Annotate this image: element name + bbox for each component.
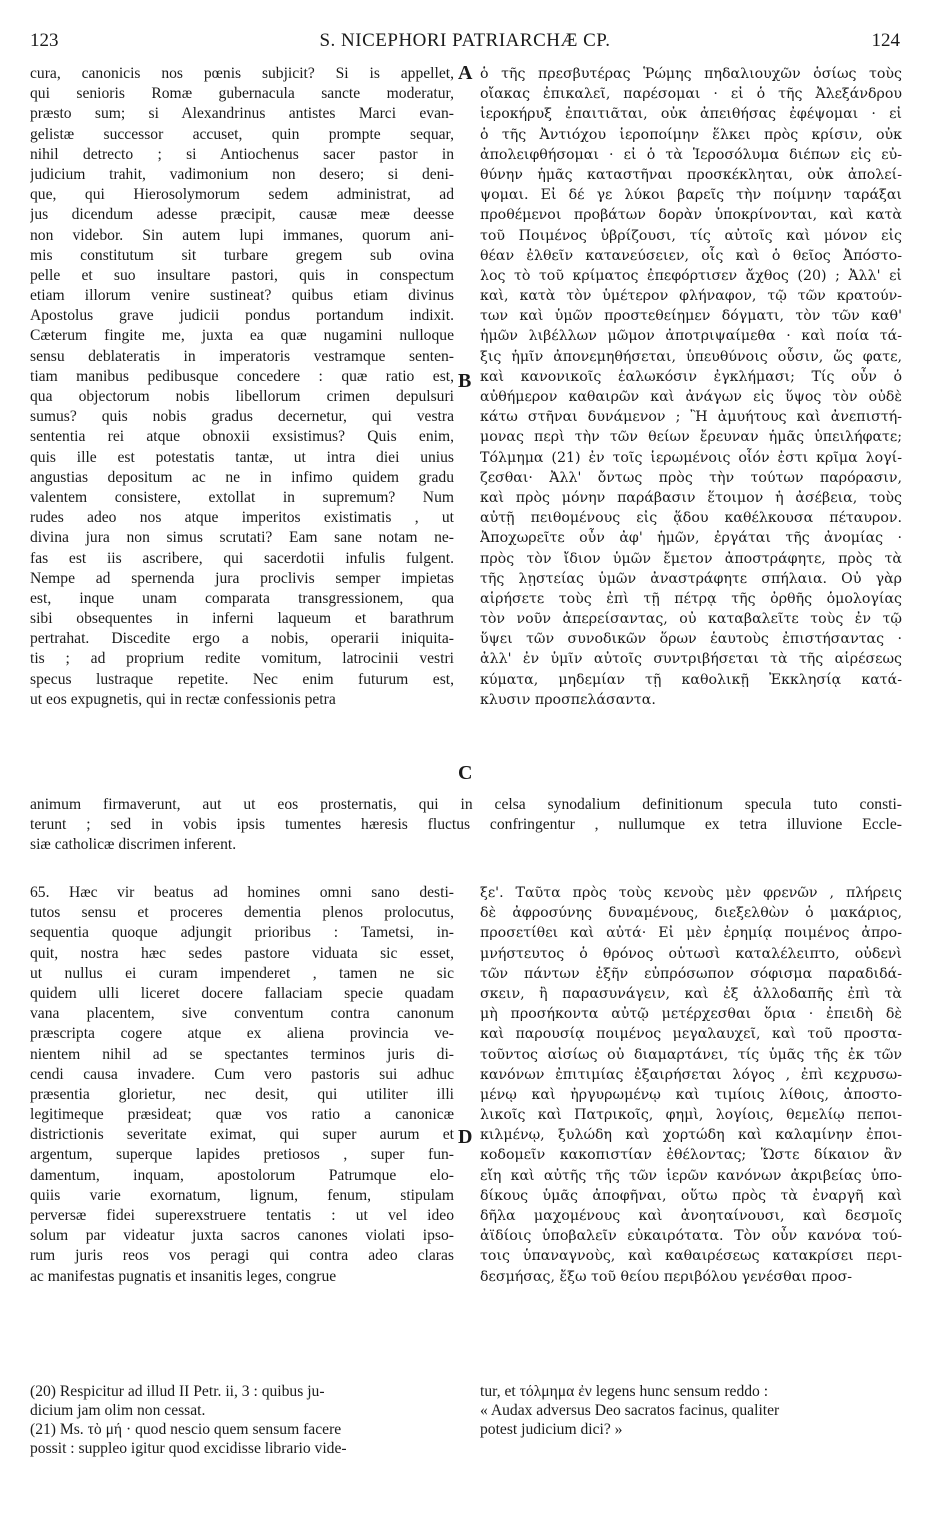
text-line: dicium jam olim non cessat. bbox=[30, 1402, 206, 1419]
text-line: προσετίθει καὶ αὐτά· Εἰ μὲν ἐρημίᾳ ποιμένος ἀπρο- bbox=[480, 925, 902, 942]
text-line: τὸν νοῦν ἀπερείσαντας, οὐ καταβαλεῖτε τοὺς ἐν τῷ bbox=[480, 611, 902, 628]
text-line: κάτω στῆναι δυνάμενον ; Ἢ ἀμυήτους καὶ ἀνεπιστή- bbox=[480, 409, 902, 426]
text-line: θέαν ἐλθεῖν κατανεύσειεν, οἷς καὶ ὁ θεῖος Ἀπόστο- bbox=[480, 247, 902, 264]
text-line: τῶν πάντων ἐξῆν εὐπρόσωπον σόφισμα παραδιδά- bbox=[480, 965, 902, 982]
text-line: τοῦντος αἰσίως οὐ διαμαρτάνει, τίς ὑμᾶς τῆς ἐκ τῶν bbox=[480, 1046, 902, 1063]
text-line: τῆς λῃστείας ὑμῶν ἀναστράφητε σπήλαια. Οὐ γὰρ bbox=[480, 570, 902, 587]
text-line: Cæterum fingite me, juxta ea quæ nugamini nulloque bbox=[30, 327, 454, 345]
page-number-left: 123 bbox=[30, 30, 59, 51]
text-line: 65. Hæc vir beatus ad homines omni sano desti- bbox=[30, 884, 454, 901]
text-line: ὁ τῆς πρεσβυτέρας Ῥώμης πηδαλιουχῶν ὁσίως τοὺς bbox=[480, 66, 902, 82]
text-line: αἱρήσετε τοὺς ἐπὶ τῇ πέτρᾳ τῆς ὀρθῆς ὁμολογίας bbox=[480, 590, 902, 607]
text-line: sibi obsequentes in inferni laqueum et barathrum bbox=[30, 610, 454, 628]
text-line: λικοῖς καὶ Πατρικοῖς, φημὶ, λογίοις, θεμελίῳ πεποι- bbox=[480, 1107, 902, 1124]
text-line: fas est iis ascribere, qui sacerdotii infulis fulgent. bbox=[30, 549, 454, 567]
text-line: cendi causa invadere. Cum vero pastoris sui adhuc bbox=[30, 1065, 454, 1083]
text-line: μονας περὶ τὴν τῶν θείων ἔρευναν ἡμᾶς ὑπειλήφατε; bbox=[480, 429, 902, 446]
text-line: (20) Respicitur ad illud II Petr. ii, 3 : quibus ju- bbox=[30, 1383, 325, 1400]
footnotes-right bbox=[480, 1382, 902, 1439]
text-line: qui senioris Romæ gubernacula sancte moderatur, bbox=[30, 85, 454, 103]
text-line: Ἀποχωρεῖτε οὖν ἀφ' ἡμῶν, ἐργάται τῆς ἀνομίας · bbox=[480, 530, 902, 547]
text-line: δῆλα μαχομένους καὶ ἀνοηταίνουσι, καὶ δεσμοῖς bbox=[480, 1208, 902, 1224]
text-line: est, inque unam comparata transgressionem, qua bbox=[30, 589, 454, 607]
text-line: quis ille est potestatis tantæ, ut intra diei unius bbox=[30, 448, 454, 466]
page-header bbox=[30, 30, 900, 60]
text-line: καὶ, κατὰ τὸν ὑμέτερον φλήναφον, τῷ τῶν κρατούν- bbox=[480, 288, 902, 305]
text-line: δεσμήσας, ἔξω τοῦ θείου περιβόλου γενέσθαι προσ- bbox=[480, 1268, 853, 1285]
text-line: ὁ τῆς Ἀντιόχου ἱεροποίμην ἕλκει πρὸς κρίσιν, οὐκ bbox=[480, 126, 902, 143]
spanning-text bbox=[30, 795, 902, 856]
text-line: Τόλμημα (21) ἐν τοῖς ἱερωμένοις οἷόν ἐστι κρῖμα λογί- bbox=[480, 449, 902, 466]
section-marker-a: A bbox=[458, 62, 473, 84]
text-line: των καὶ ὑμῶν προστεθείημεν δόγματι, τὸν τῶν καθ' bbox=[480, 308, 902, 325]
text-line: angustias depositum ac ne in infimo quidem gradu bbox=[30, 468, 454, 486]
text-line: non videbor. Sin autem lupi immanes, quorum ani- bbox=[30, 226, 454, 244]
text-line: mis constitutum sit turbare gregem sub ovina bbox=[30, 246, 454, 264]
text-line: sumus? quis nobis gradus decernetur, qui vestra bbox=[30, 408, 454, 426]
text-line: κιλμένῳ, ξυλώδη καὶ χορτώδη καὶ καλαμίνην ἐποι- bbox=[480, 1127, 902, 1144]
text-line: sequentia quoque adjungit prioribus : Tametsi, in- bbox=[30, 924, 454, 942]
text-line: ἱεροκήρυξ ἐπαιτιᾶται, οὐκ ἀπειθήσας ἐφέψομαι · εἰ bbox=[480, 106, 902, 123]
text-line: argentum, superque lapides pretiosos , super fun- bbox=[30, 1146, 454, 1164]
text-line: ἡμῶν λιβέλλων μῶμον ἀποτριψαίμεθα · καὶ ποία τά- bbox=[480, 328, 902, 345]
text-line: que, qui Hierosolymorum sedem administrat, ad bbox=[30, 186, 454, 204]
text-line: valentem consistere, extollat in supremum? Num bbox=[30, 488, 454, 506]
text-line: tutos sensu et proceres dementia plenos prolocutus, bbox=[30, 904, 454, 922]
text-line: terunt ; sed in vobis ipsis tumentes hæresis fluctus confringentur , nullumque ex tetra illuvione Eccle- bbox=[30, 816, 902, 834]
text-line: jus dicendum adesse præcipit, causæ meæ deesse bbox=[30, 206, 454, 224]
text-line: καὶ κανονικοῖς ἑαλωκόσιν ἐγκλήμασι; Τίς οὖν ὁ bbox=[480, 368, 902, 385]
greek-column-top bbox=[480, 64, 902, 710]
text-line: μνήστευτος ὁ θρόνος οὑτωσὶ καταλέλειπτο, οὐδενὶ bbox=[480, 945, 902, 962]
text-line: judicium trahit, vadimonium non desero; si deni- bbox=[30, 165, 454, 183]
text-line: vana placentem, sive conventum contra canonum bbox=[30, 1005, 454, 1023]
text-line: ut eos expugnetis, qui in rectæ confessionis petra bbox=[30, 690, 336, 708]
text-line: animum firmaverunt, aut ut eos prosternatis, qui in celsa synodalium definitionum specula tuto consti- bbox=[30, 796, 902, 813]
text-line: σκειν, ἢ παρασυνάγειν, καὶ ἐξ ἀλλοδαπῆς ἐπὶ τὰ bbox=[480, 985, 902, 1002]
text-line: tiam manibus pedibusque concedere : quæ ratio est, bbox=[30, 367, 454, 385]
text-line: præscripta cogere atque ex aliena provincia ve- bbox=[30, 1025, 454, 1043]
text-line: pertrahat. Discedite ergo a nobis, operarii iniquita- bbox=[30, 630, 454, 648]
text-line: nientem nihil ad se spectantes terminos juris di- bbox=[30, 1045, 454, 1063]
text-line: ac manifestas pugnatis et insanitis leges, congrue bbox=[30, 1267, 337, 1285]
text-line: quidem ulli liceret docere fallaciam specie quadam bbox=[30, 984, 454, 1002]
text-line: damentum, inquam, apostolorum Patrumque elo- bbox=[30, 1166, 454, 1184]
text-line: κύματα, μηδεμίαν τῇ καθολικῇ Ἐκκλησίᾳ κατά- bbox=[480, 671, 902, 688]
text-line: εἴη καὶ αὐτῆς τῆς τῶν ἱερῶν κανόνων ἀκριβείας ὑπο- bbox=[480, 1167, 902, 1184]
text-line: κανόνων ἐπιτιμίας ἐξαιρήσεται λόγος , ἐπὶ κεχρυσω- bbox=[480, 1066, 902, 1083]
text-line: αὐθήμερον καθαιρῶν καὶ ἀνάγων εἰς ὕψος τὸν οὐδὲ bbox=[480, 389, 902, 405]
text-line: μένῳ καὶ ἠργυρωμένῳ καὶ τιμίοις λίθοις, ἀποστο- bbox=[480, 1086, 902, 1103]
footnotes-left bbox=[30, 1382, 462, 1458]
latin-column-top bbox=[30, 64, 454, 710]
text-line: specus lustraque repetite. Nec enim futurum est, bbox=[30, 670, 454, 688]
latin-column-bottom bbox=[30, 883, 454, 1287]
text-line: μὴ προσήκοντα αὐτῷ μετέρχεσθαι ὅρια · ἐπειδὴ δὲ bbox=[480, 1006, 902, 1023]
text-line: ξις ἡμῖν ἀπονεμηθήσεται, ὑπευθύνοις οὖσιν, ὥς φατε, bbox=[480, 348, 902, 365]
text-line: qua objectorum nobis libellorum crimen depulsuri bbox=[30, 388, 454, 405]
text-line: sensu deblateratis in imperatoris vestramque senten- bbox=[30, 347, 454, 365]
page-number-right: 124 bbox=[871, 30, 900, 51]
text-line: καὶ πρὸς μόνην παράβασιν ἕτοιμον ἡ ἀσέβεια, τοὺς bbox=[480, 489, 902, 506]
section-marker-c: C bbox=[458, 762, 473, 784]
text-line: ξε'. Ταῦτα πρὸς τοὺς κενοὺς μὲν φρενῶν , πλήρεις bbox=[480, 885, 902, 901]
text-line: ψομαι. Εἰ δέ γε λύκοι βαρεῖς τὴν ποίμνην ταράξαι bbox=[480, 187, 902, 204]
text-line: præsentia glorietur, nec desit, qui utiliter illi bbox=[30, 1085, 454, 1103]
text-line: perversæ fidei superexstruere tentatis : ut vel ideo bbox=[30, 1207, 454, 1224]
text-line: αὐτῇ πειθομένους εἰς ᾅδου καθέλκουσα πέταυρον. bbox=[480, 510, 902, 527]
text-line: πρὸς τὸν ἴδιον ὑμῶν ἔμετον ἀποστράφητε, πρὸς τὰ bbox=[480, 550, 902, 567]
text-line: οἴακας ἐπικαλεῖ, παρέσομαι · εἰ ὁ τῆς Ἀλεξάνδρου bbox=[480, 86, 902, 103]
text-line: κοδομεῖν κακοπιστίαν ἐθέλοντας; Ὥστε δίκαιον ἂν bbox=[480, 1147, 902, 1164]
text-line: quit, nostra hæc sedes pastore viduata sic esset, bbox=[30, 944, 454, 962]
text-line: divina jura non simus scrutati? Eam sane notam ne- bbox=[30, 529, 454, 547]
text-line: δίκους ὑμᾶς ἀποφῆναι, οὕτω πρὸς τὰ ἐναργῆ καὶ bbox=[480, 1187, 902, 1204]
text-line: possit : suppleo igitur quod excidisse librario vide- bbox=[30, 1440, 347, 1457]
text-line: præsto sum; si Alexandrinus antistes Marci evan- bbox=[30, 105, 454, 123]
text-line: pelle et suo insultare pastori, quis in conspectum bbox=[30, 266, 454, 284]
text-line: ὕψει τῶν συνοδικῶν ὅρων ἑαυτοὺς ἐπιστήσαντας · bbox=[480, 631, 902, 648]
text-line: solum par videatur juxta sacros canones violati ipso- bbox=[30, 1227, 454, 1245]
text-line: etiam illorum venire sustineat? quibus etiam divinus bbox=[30, 287, 454, 305]
text-line: τοῦ Ποιμένος ὑβρίζουσι, τίς αὐτοῖς καὶ μόνον εἰς bbox=[480, 227, 902, 244]
text-line: δὲ ἀφροσύνης δυναμένους, διεξελθὼν ὁ μακάριος, bbox=[480, 905, 902, 922]
text-line: tis ; ad proprium redite vomitum, latrocinii vestri bbox=[30, 650, 454, 668]
text-line: τοις ὑπαναγνοὺς, καὶ καθαιρέσεως κατακρίσει περι- bbox=[480, 1248, 902, 1265]
text-line: nihil detrecto ; si Antiochenus sacer pastor in bbox=[30, 145, 454, 163]
text-line: ut nullus ei curam impenderet , tamen ne sic bbox=[30, 964, 454, 982]
text-line: districtionis severitate eximat, qui super aurum et bbox=[30, 1126, 454, 1144]
text-line: θύνην ἡμᾶς καταστῆναι προσκέκληται, οὐκ ἀπολεί- bbox=[480, 166, 902, 183]
text-line: siæ catholicæ discrimen inferent. bbox=[30, 836, 237, 854]
text-line: ζεσθαι· Ἀλλ' ὄντως πρὸς τὴν τούτων παρόρασιν, bbox=[480, 469, 902, 486]
text-line: λος τὸ τοῦ κρίματος ἐπεφόρτισεν ἄχθος (20) ; Ἀλλ' εἰ bbox=[480, 267, 902, 284]
text-line: Nempe ad spernenda jura proclivis semper impietas bbox=[30, 569, 454, 587]
text-line: sententia rei atque obnoxii exsistimus? Quis enim, bbox=[30, 428, 454, 446]
text-line: (21) Ms. τὸ μή · quod nescio quem sensum facere bbox=[30, 1421, 342, 1438]
text-line: legitimeque præsideat; quæ vos ratio a canonicæ bbox=[30, 1106, 454, 1124]
section-marker-b: B bbox=[458, 370, 472, 392]
text-line: ἀϊδίοις ὑποβαλεῖν εὐκαιρότατα. Τὸν οὖν κανόνα τού- bbox=[480, 1228, 902, 1245]
running-title: S. NICEPHORI PATRIARCHÆ CP. bbox=[319, 30, 611, 51]
section-marker-d: D bbox=[458, 1126, 473, 1148]
text-line: καὶ παρουσίᾳ ποιμένος μεγαλαυχεῖ, καὶ τοῦ προστα- bbox=[480, 1026, 902, 1043]
text-line: « Audax adversus Deo sacratos facinus, qualiter bbox=[480, 1402, 780, 1419]
text-line: rudes adeo nos atque imperitos existimatis , ut bbox=[30, 509, 454, 527]
text-line: ἀλλ' ἐν ὑμῖν αὐτοῖς συντριβήσεται τὰ τῆς αἱρέσεως bbox=[480, 651, 902, 668]
text-line: κλυσιν προσπελάσαντα. bbox=[480, 691, 656, 708]
text-line: rum juris reos vos peragi qui contra adeo claras bbox=[30, 1247, 454, 1265]
text-line: Apostolus grave judicii pondus portandum indixit. bbox=[30, 307, 454, 325]
text-line: tur, et τόλμημα ἐν legens hunc sensum reddo : bbox=[480, 1383, 769, 1400]
text-line: cura, canonicis nos pœnis subjicit? Si is appellet, bbox=[30, 65, 454, 82]
text-line: ἀπολειφθήσομαι · εἰ ὁ τὰ Ἱεροσόλυμα διέπων εἰς εὐ- bbox=[480, 146, 902, 163]
greek-column-bottom bbox=[480, 883, 902, 1287]
text-line: potest judicium dici? » bbox=[480, 1421, 623, 1438]
text-line: προθέμενοι προβάτων δορὰν ὑποκρίνονται, καὶ κατὰ bbox=[480, 207, 902, 224]
text-line: gelistæ successor accuset, quin prompte sequar, bbox=[30, 125, 454, 143]
text-line: quiis varie exornatum, lignum, fenum, stipulam bbox=[30, 1186, 454, 1204]
